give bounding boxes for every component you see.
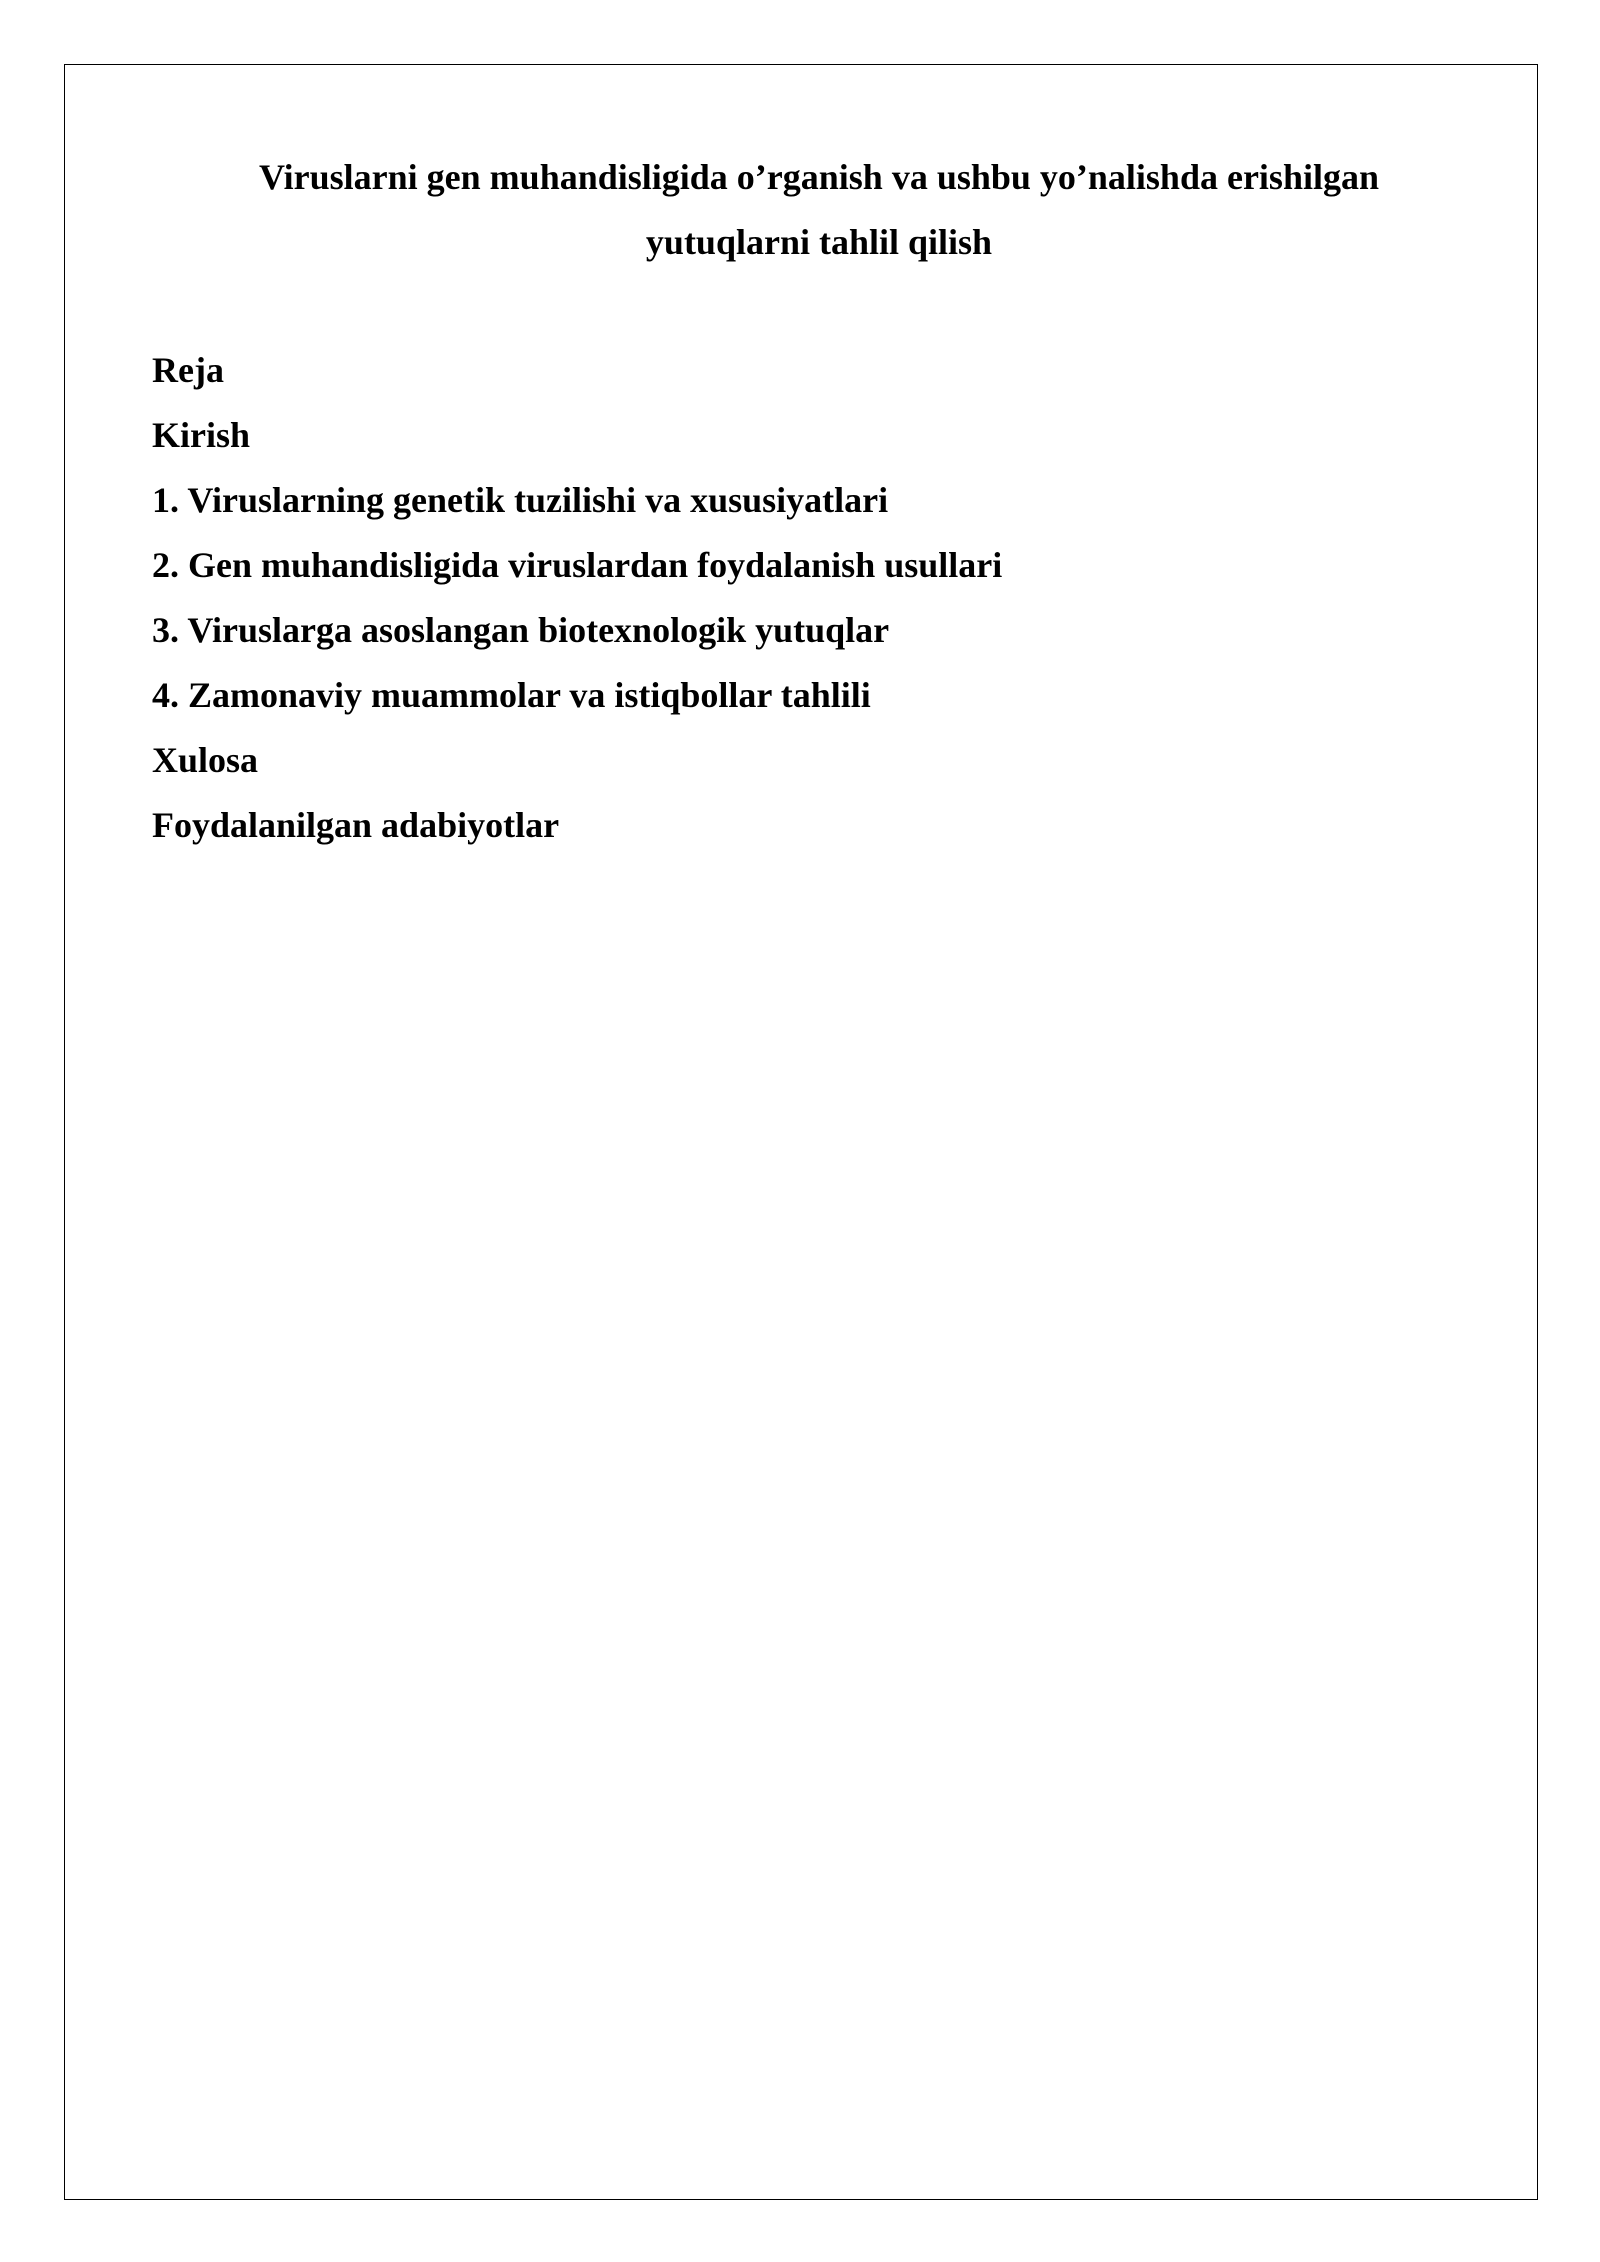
plan-item-1: 1. Viruslarning genetik tuzilishi va xususiyatlari [152, 480, 889, 520]
title-line-1: Viruslarni gen muhandisligida o’rganish va ushbu yo’nalishda erishilgan [259, 157, 1379, 197]
title-line-2: yutuqlarni tahlil qilish [645, 222, 993, 262]
plan-heading: Reja [152, 350, 224, 390]
plan-item-conclusion: Xulosa [152, 740, 259, 780]
plan-list [152, 338, 1002, 858]
document-title [64, 145, 1574, 275]
plan-item-2: 2. Gen muhandisligida viruslardan foydalanish usullari [152, 545, 1003, 585]
plan-item-introduction: Kirish [152, 415, 251, 455]
plan-item-3: 3. Viruslarga asoslangan biotexnologik yutuqlar [152, 610, 890, 650]
plan-item-references: Foydalanilgan adabiyotlar [152, 805, 560, 845]
plan-item-4: 4. Zamonaviy muammolar va istiqbollar tahlili [152, 675, 871, 715]
